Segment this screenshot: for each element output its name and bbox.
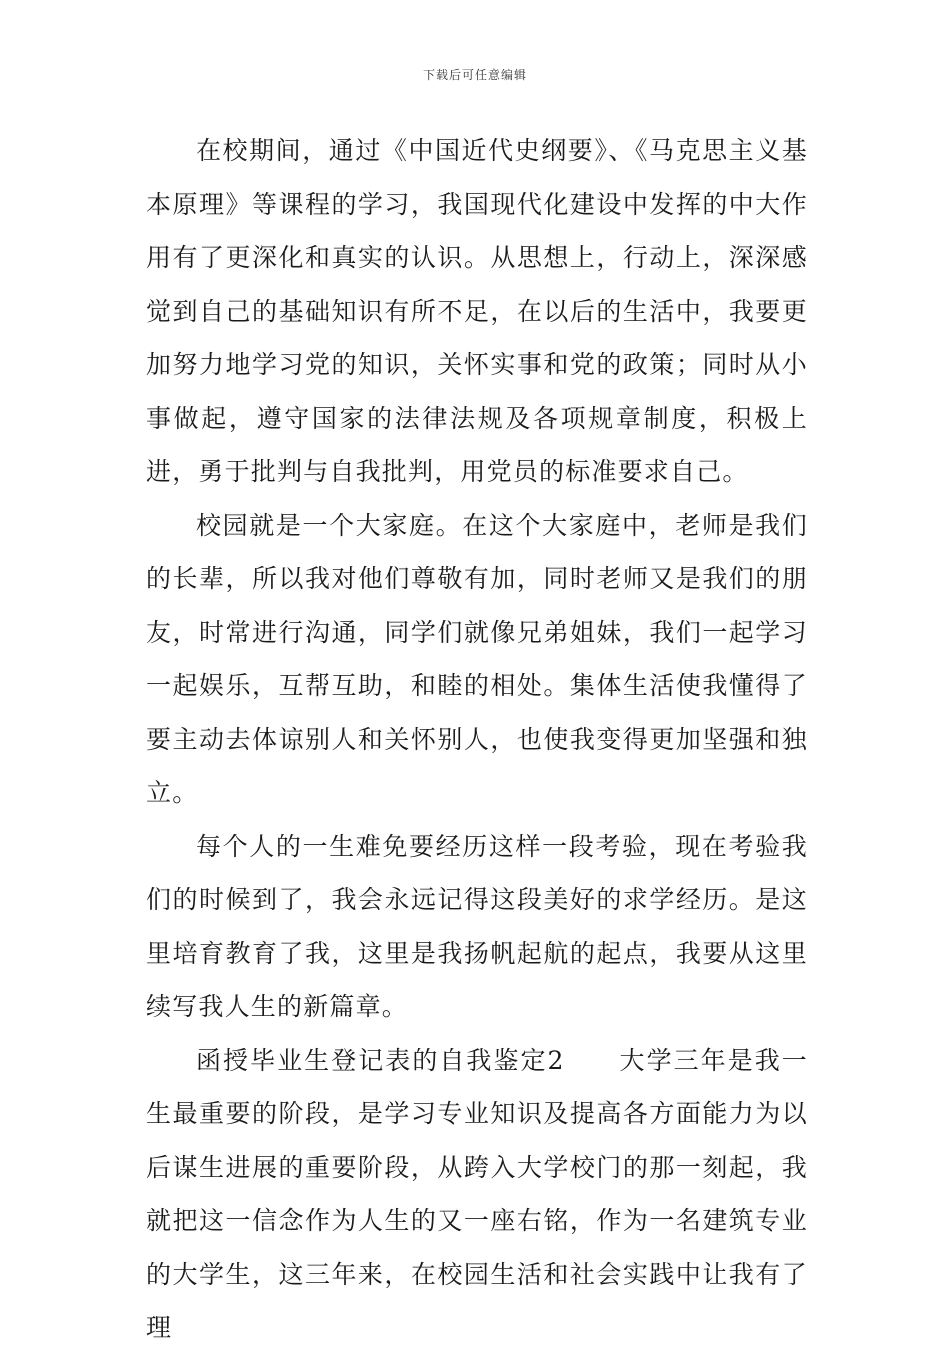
- paragraph-2: 校园就是一个大家庭。在这个大家庭中，老师是我们的长辈，所以我对他们尊敬有加，同时老师又是我们的朋友，时常进行沟通，同学们就像兄弟姐妹，我们一起学习一起娱乐，互帮互助，和睦的相处。集体生活使我懂得了要主动去体谅别人和关怀别人，也使我变得更加坚强和独立。: [146, 510, 808, 807]
- header-note: 下载后可任意编辑: [422, 68, 527, 82]
- paragraph-3: 每个人的一生难免要经历这样一段考验，现在考验我们的时候到了，我会永远记得这段美好的求学经历。是这里培育教育了我，这里是我扬帆起航的起点，我要从这里续写我人生的新篇章。: [146, 831, 808, 1021]
- paragraph-4: 函授毕业生登记表的自我鉴定2 大学三年是我一生最重要的阶段，是学习专业知识及提高各方面能力为以后谋生进展的重要阶段，从跨入大学校门的那一刻起，我就把这一信念作为人生的又一座右铭，作为一名建筑专业的大学生，这三年来，在校园生活和社会实践中让我有了理: [146, 1045, 808, 1342]
- document-body: [146, 124, 808, 1355]
- paragraph-1: 在校期间，通过《中国近代史纲要》、《马克思主义基本原理》等课程的学习，我国现代化建设中发挥的中大作用有了更深化和真实的认识。从思想上，行动上，深深感觉到自己的基础知识有所不足，在以后的生活中，我要更加努力地学习党的知识，关怀实事和党的政策；同时从小事做起，遵守国家的法律法规及各项规章制度，积极上进，勇于批判与自我批判，用党员的标准要求自己。: [146, 136, 808, 486]
